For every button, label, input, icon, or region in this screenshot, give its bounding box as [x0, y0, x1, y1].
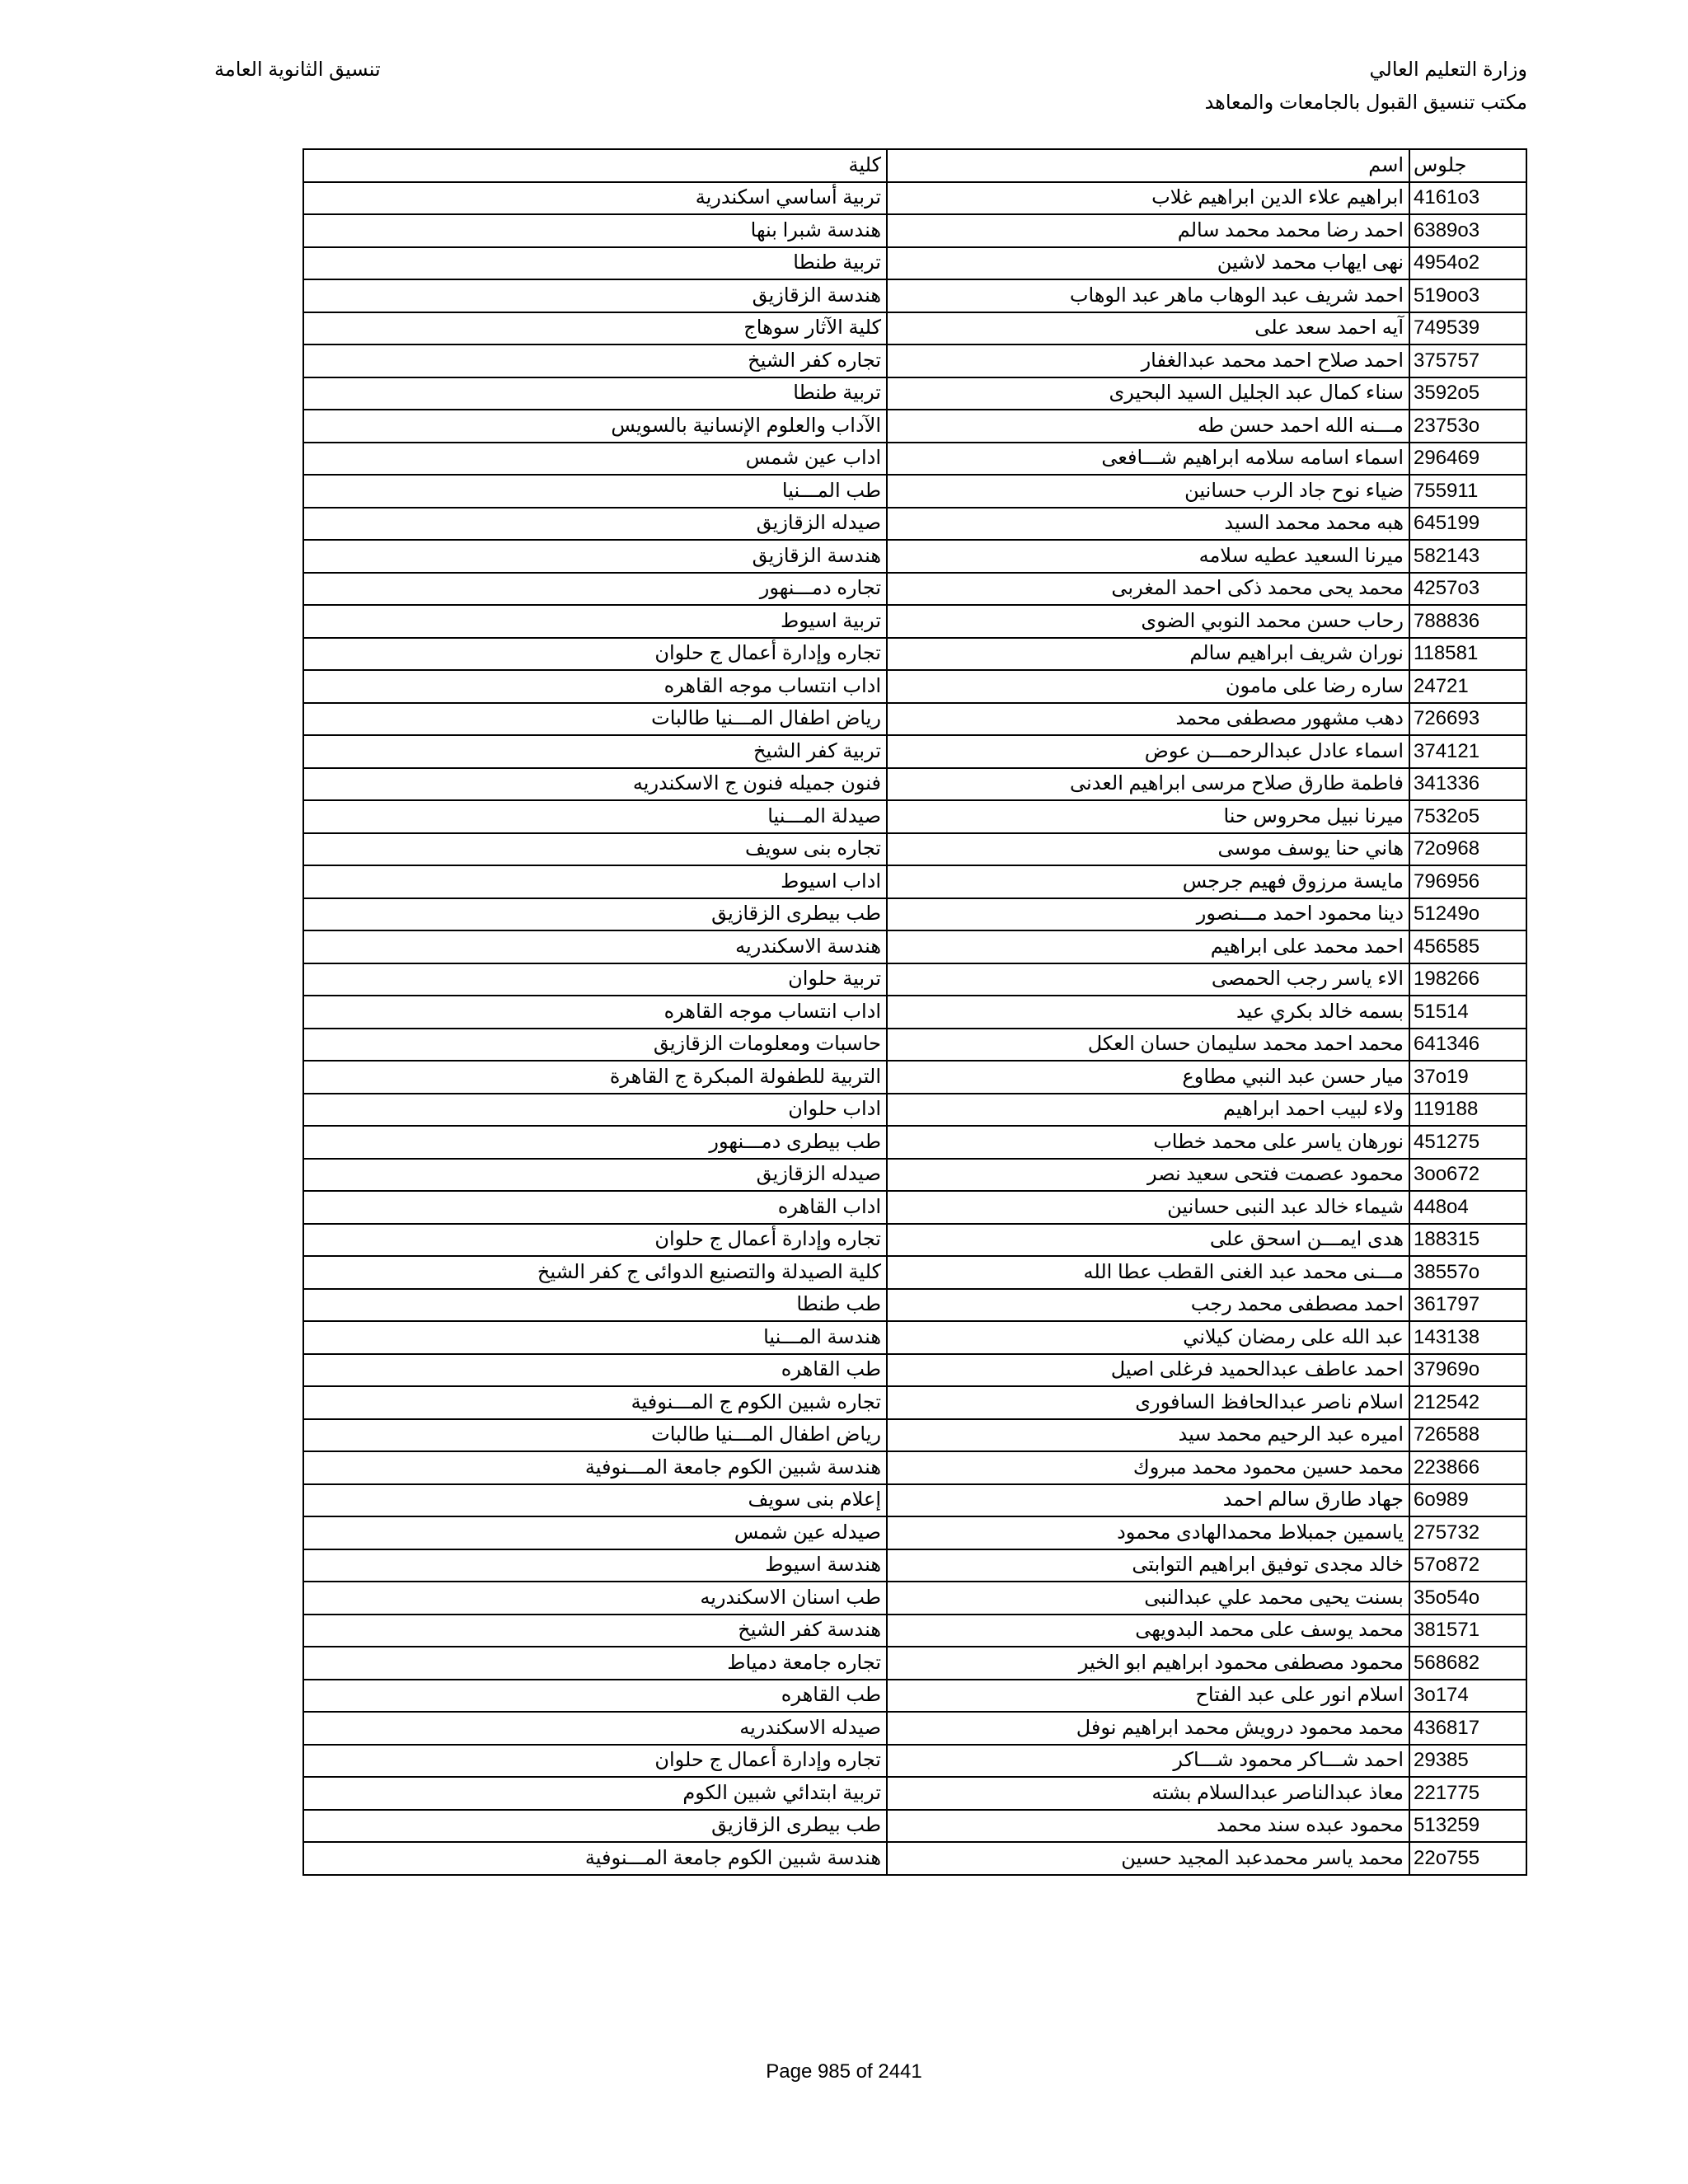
table-row [303, 735, 1526, 768]
seat-number-cell: 4161o3 [1409, 182, 1526, 215]
faculty-cell: تربية أساسي اسكندرية [303, 182, 887, 215]
seat-number-cell: 23753o [1409, 410, 1526, 443]
name-cell: ميار حسن عبد النبي مطاوع [887, 1061, 1409, 1094]
faculty-cell: طب طنطا [303, 1289, 887, 1322]
seat-number-cell: 51514 [1409, 996, 1526, 1029]
table-row [303, 508, 1526, 541]
faculty-cell: تجاره جامعة دمياط [303, 1647, 887, 1680]
name-cell: معاذ عبدالناصر عبدالسلام بشته [887, 1777, 1409, 1810]
seat-number-cell: 451275 [1409, 1126, 1526, 1159]
faculty-cell: اداب انتساب موجه القاهره [303, 670, 887, 703]
faculty-cell: هندسة شبين الكوم جامعة المـــنوفية [303, 1451, 887, 1484]
header-office: مكتب تنسيق القبول بالجامعات والمعاهد [1204, 91, 1527, 114]
table-row [303, 1061, 1526, 1094]
name-cell: دينا محمود احمد مـــنصور [887, 898, 1409, 931]
table-row [303, 377, 1526, 410]
seat-number-cell: 212542 [1409, 1386, 1526, 1419]
seat-number-cell: 223866 [1409, 1451, 1526, 1484]
seat-number-cell: 519oo3 [1409, 279, 1526, 312]
table-row [303, 996, 1526, 1029]
table-row [303, 1094, 1526, 1127]
name-cell: ابراهيم علاء الدين ابراهيم غلاب [887, 182, 1409, 215]
column-header-id: جلوس [1409, 149, 1526, 182]
name-cell: آيه احمد سعد على [887, 312, 1409, 345]
name-cell: محمود مصطفى محمود ابراهيم ابو الخير [887, 1647, 1409, 1680]
seat-number-cell: 788836 [1409, 605, 1526, 638]
seat-number-cell: 4954o2 [1409, 247, 1526, 280]
table-row [303, 1419, 1526, 1452]
seat-number-cell: 381571 [1409, 1615, 1526, 1647]
faculty-cell: كلية الآثار سوهاج [303, 312, 887, 345]
table-row [303, 638, 1526, 671]
name-cell: مـــنه الله احمد حسن طه [887, 410, 1409, 443]
faculty-cell: اداب القاهره [303, 1191, 887, 1224]
name-cell: محمد حسين محمود محمد مبروك [887, 1451, 1409, 1484]
faculty-cell: تربية طنطا [303, 247, 887, 280]
seat-number-cell: 51249o [1409, 898, 1526, 931]
seat-number-cell: 375757 [1409, 344, 1526, 377]
seat-number-cell: 38557o [1409, 1256, 1526, 1289]
faculty-cell: الآداب والعلوم الإنسانية بالسويس [303, 410, 887, 443]
table-row [303, 1810, 1526, 1843]
name-cell: الاء ياسر رجب الحمصى [887, 963, 1409, 996]
faculty-cell: تجاره وإدارة أعمال ج حلوان [303, 638, 887, 671]
faculty-cell: تجاره دمـــنهور [303, 573, 887, 606]
seat-number-cell: 3oo672 [1409, 1159, 1526, 1192]
faculty-cell: صيدله الاسكندريه [303, 1712, 887, 1745]
name-cell: احمد مصطفى محمد رجب [887, 1289, 1409, 1322]
faculty-cell: هندسة شبين الكوم جامعة المـــنوفية [303, 1842, 887, 1875]
seat-number-cell: 188315 [1409, 1224, 1526, 1257]
seat-number-cell: 6o989 [1409, 1484, 1526, 1517]
name-cell: اسماء اسامه سلامه ابراهيم شـــافعى [887, 443, 1409, 476]
table-row [303, 573, 1526, 606]
seat-number-cell: 72o968 [1409, 833, 1526, 866]
header-right-title: تنسيق الثانوية العامة [214, 59, 381, 81]
seat-number-cell: 374121 [1409, 735, 1526, 768]
table-row [303, 443, 1526, 476]
name-cell: محمد احمد محمد سليمان حسان العكل [887, 1029, 1409, 1062]
seat-number-cell: 143138 [1409, 1321, 1526, 1354]
table-row [303, 1029, 1526, 1062]
name-cell: محمد يحى محمد ذكى احمد المغربى [887, 573, 1409, 606]
table-row [303, 312, 1526, 345]
name-cell: نهى ايهاب محمد لاشين [887, 247, 1409, 280]
name-cell: احمد عاطف عبدالحميد فرغلى اصيل [887, 1354, 1409, 1387]
table-row [303, 1647, 1526, 1680]
column-header-faculty: كلية [303, 149, 887, 182]
faculty-cell: تربية كفر الشيخ [303, 735, 887, 768]
seat-number-cell: 29385 [1409, 1745, 1526, 1778]
seat-number-cell: 568682 [1409, 1647, 1526, 1680]
table-row [303, 1745, 1526, 1778]
name-cell: بسمه خالد بكري عيد [887, 996, 1409, 1029]
table-row [303, 1224, 1526, 1257]
name-cell: جهاد طارق سالم احمد [887, 1484, 1409, 1517]
name-cell: شيماء خالد عبد النبى حسانين [887, 1191, 1409, 1224]
seat-number-cell: 3592o5 [1409, 377, 1526, 410]
faculty-cell: هندسة اسيوط [303, 1549, 887, 1582]
faculty-cell: تربية طنطا [303, 377, 887, 410]
faculty-cell: تربية حلوان [303, 963, 887, 996]
seat-number-cell: 341336 [1409, 768, 1526, 801]
name-cell: احمد صلاح احمد محمد عبدالغفار [887, 344, 1409, 377]
name-cell: عبد الله على رمضان كيلاني [887, 1321, 1409, 1354]
table-row [303, 1712, 1526, 1745]
seat-number-cell: 749539 [1409, 312, 1526, 345]
name-cell: اسلام انور على عبد الفتاح [887, 1680, 1409, 1713]
seat-number-cell: 296469 [1409, 443, 1526, 476]
faculty-cell: التربية للطفولة المبكرة ج القاهرة [303, 1061, 887, 1094]
table-row [303, 410, 1526, 443]
table-row [303, 768, 1526, 801]
seat-number-cell: 35o54o [1409, 1582, 1526, 1615]
faculty-cell: اداب حلوان [303, 1094, 887, 1127]
name-cell: اسماء عادل عبدالرحمـــن عوض [887, 735, 1409, 768]
name-cell: اميره عبد الرحيم محمد سيد [887, 1419, 1409, 1452]
name-cell: خالد مجدى توفيق ابراهيم التوابتى [887, 1549, 1409, 1582]
name-cell: محمد ياسر محمدعبد المجيد حسين [887, 1842, 1409, 1875]
faculty-cell: طب بيطرى دمـــنهور [303, 1126, 887, 1159]
table-row [303, 1256, 1526, 1289]
faculty-cell: كلية الصيدلة والتصنيع الدوائى ج كفر الشيخ [303, 1256, 887, 1289]
name-cell: مايسة مرزوق فهيم جرجس [887, 865, 1409, 898]
faculty-cell: صيدله الزقازيق [303, 508, 887, 541]
faculty-cell: تجاره بنى سويف [303, 833, 887, 866]
name-cell: سناء كمال عبد الجليل السيد البحيرى [887, 377, 1409, 410]
name-cell: هبه محمد محمد السيد [887, 508, 1409, 541]
table-row [303, 800, 1526, 833]
seat-number-cell: 726588 [1409, 1419, 1526, 1452]
faculty-cell: صيدله الزقازيق [303, 1159, 887, 1192]
seat-number-cell: 24721 [1409, 670, 1526, 703]
faculty-cell: هندسة المـــنيا [303, 1321, 887, 1354]
name-cell: اسلام ناصر عبدالحافظ السافورى [887, 1386, 1409, 1419]
seat-number-cell: 755911 [1409, 475, 1526, 508]
table-row [303, 1289, 1526, 1322]
table-row [303, 1484, 1526, 1517]
name-cell: احمد رضا محمد محمد سالم [887, 214, 1409, 247]
seat-number-cell: 22o755 [1409, 1842, 1526, 1875]
column-header-name: اسم [887, 149, 1409, 182]
faculty-cell: طب اسنان الاسكندريه [303, 1582, 887, 1615]
table-row [303, 703, 1526, 736]
table-header-row [303, 149, 1526, 182]
name-cell: ضياء نوح جاد الرب حسانين [887, 475, 1409, 508]
seat-number-cell: 641346 [1409, 1029, 1526, 1062]
seat-number-cell: 513259 [1409, 1810, 1526, 1843]
name-cell: هاني حنا يوسف موسى [887, 833, 1409, 866]
name-cell: ساره رضا على مامون [887, 670, 1409, 703]
name-cell: مـــنى محمد عبد الغنى القطب عطا الله [887, 1256, 1409, 1289]
seat-number-cell: 37o19 [1409, 1061, 1526, 1094]
table-row [303, 1680, 1526, 1713]
seat-number-cell: 57o872 [1409, 1549, 1526, 1582]
name-cell: احمد شـــاكر محمود شـــاكر [887, 1745, 1409, 1778]
seat-number-cell: 37969o [1409, 1354, 1526, 1387]
faculty-cell: طب بيطرى الزقازيق [303, 1810, 887, 1843]
name-cell: هدى ايمـــن اسحق على [887, 1224, 1409, 1257]
table-row [303, 1842, 1526, 1875]
table-row [303, 605, 1526, 638]
name-cell: محمود عصمت فتحى سعيد نصر [887, 1159, 1409, 1192]
seat-number-cell: 796956 [1409, 865, 1526, 898]
name-cell: ياسمين جمبلاط محمدالهادى محمود [887, 1516, 1409, 1549]
name-cell: احمد محمد على ابراهيم [887, 930, 1409, 963]
name-cell: فاطمة طارق صلاح مرسى ابراهيم العدنى [887, 768, 1409, 801]
faculty-cell: اداب عين شمس [303, 443, 887, 476]
table-row [303, 344, 1526, 377]
table-row [303, 1386, 1526, 1419]
seat-number-cell: 118581 [1409, 638, 1526, 671]
faculty-cell: تجاره وإدارة أعمال ج حلوان [303, 1224, 887, 1257]
faculty-cell: صيدله عين شمس [303, 1516, 887, 1549]
table-row [303, 865, 1526, 898]
seat-number-cell: 119188 [1409, 1094, 1526, 1127]
table-row [303, 833, 1526, 866]
table-row [303, 670, 1526, 703]
seat-number-cell: 436817 [1409, 1712, 1526, 1745]
table-row [303, 475, 1526, 508]
faculty-cell: طب القاهره [303, 1680, 887, 1713]
name-cell: ميرنا نبيل محروس حنا [887, 800, 1409, 833]
name-cell: دهب مشهور مصطفى محمد [887, 703, 1409, 736]
table-row [303, 1516, 1526, 1549]
faculty-cell: تجاره وإدارة أعمال ج حلوان [303, 1745, 887, 1778]
faculty-cell: هندسة الزقازيق [303, 540, 887, 573]
name-cell: نورهان ياسر على محمد خطاب [887, 1126, 1409, 1159]
faculty-cell: رياض اطفال المـــنيا طالبات [303, 1419, 887, 1452]
seat-number-cell: 198266 [1409, 963, 1526, 996]
faculty-cell: طب بيطرى الزقازيق [303, 898, 887, 931]
table-row [303, 247, 1526, 280]
name-cell: نوران شريف ابراهيم سالم [887, 638, 1409, 671]
faculty-cell: رياض اطفال المـــنيا طالبات [303, 703, 887, 736]
table-row [303, 1451, 1526, 1484]
faculty-cell: صيدلة المـــنيا [303, 800, 887, 833]
faculty-cell: إعلام بنى سويف [303, 1484, 887, 1517]
name-cell: ولاء لبيب احمد ابراهيم [887, 1094, 1409, 1127]
table-row [303, 1126, 1526, 1159]
seat-number-cell: 456585 [1409, 930, 1526, 963]
faculty-cell: طب المـــنيا [303, 475, 887, 508]
faculty-cell: تجاره شبين الكوم ج المـــنوفية [303, 1386, 887, 1419]
table-row [303, 1321, 1526, 1354]
faculty-cell: تجاره كفر الشيخ [303, 344, 887, 377]
table-row [303, 1354, 1526, 1387]
name-cell: محمود عبده سند محمد [887, 1810, 1409, 1843]
seat-number-cell: 3o174 [1409, 1680, 1526, 1713]
faculty-cell: اداب اسيوط [303, 865, 887, 898]
table-row [303, 1549, 1526, 1582]
name-cell: احمد شريف عبد الوهاب ماهر عبد الوهاب [887, 279, 1409, 312]
table-row [303, 930, 1526, 963]
name-cell: محمد محمود درويش محمد ابراهيم نوفل [887, 1712, 1409, 1745]
seat-number-cell: 275732 [1409, 1516, 1526, 1549]
seat-number-cell: 7532o5 [1409, 800, 1526, 833]
faculty-cell: فنون جميله فنون ج الاسكندريه [303, 768, 887, 801]
table-row [303, 279, 1526, 312]
seat-number-cell: 448o4 [1409, 1191, 1526, 1224]
faculty-cell: هندسة الزقازيق [303, 279, 887, 312]
table-row [303, 1777, 1526, 1810]
table-row [303, 540, 1526, 573]
name-cell: بسنت يحيى محمد علي عبدالنبى [887, 1582, 1409, 1615]
faculty-cell: تربية ابتدائي شبين الكوم [303, 1777, 887, 1810]
seat-number-cell: 582143 [1409, 540, 1526, 573]
name-cell: ميرنا السعيد عطيه سلامه [887, 540, 1409, 573]
faculty-cell: حاسبات ومعلومات الزقازيق [303, 1029, 887, 1062]
header-ministry: وزارة التعليم العالي [1369, 59, 1527, 81]
table-row [303, 898, 1526, 931]
seat-number-cell: 221775 [1409, 1777, 1526, 1810]
table-row [303, 214, 1526, 247]
faculty-cell: هندسة كفر الشيخ [303, 1615, 887, 1647]
seat-number-cell: 6389o3 [1409, 214, 1526, 247]
table-row [303, 1159, 1526, 1192]
table-row [303, 1615, 1526, 1647]
table-row [303, 963, 1526, 996]
faculty-cell: تربية اسيوط [303, 605, 887, 638]
faculty-cell: اداب انتساب موجه القاهره [303, 996, 887, 1029]
faculty-cell: هندسة الاسكندريه [303, 930, 887, 963]
name-cell: رحاب حسن محمد النوبي الضوى [887, 605, 1409, 638]
page-number: Page 985 of 2441 [766, 2060, 922, 2083]
table-row [303, 1191, 1526, 1224]
name-cell: محمد يوسف على محمد البدويهى [887, 1615, 1409, 1647]
table-row [303, 1582, 1526, 1615]
faculty-cell: هندسة شبرا بنها [303, 214, 887, 247]
results-table [302, 148, 1527, 1876]
seat-number-cell: 726693 [1409, 703, 1526, 736]
seat-number-cell: 645199 [1409, 508, 1526, 541]
faculty-cell: طب القاهره [303, 1354, 887, 1387]
table-row [303, 182, 1526, 215]
seat-number-cell: 361797 [1409, 1289, 1526, 1322]
seat-number-cell: 4257o3 [1409, 573, 1526, 606]
